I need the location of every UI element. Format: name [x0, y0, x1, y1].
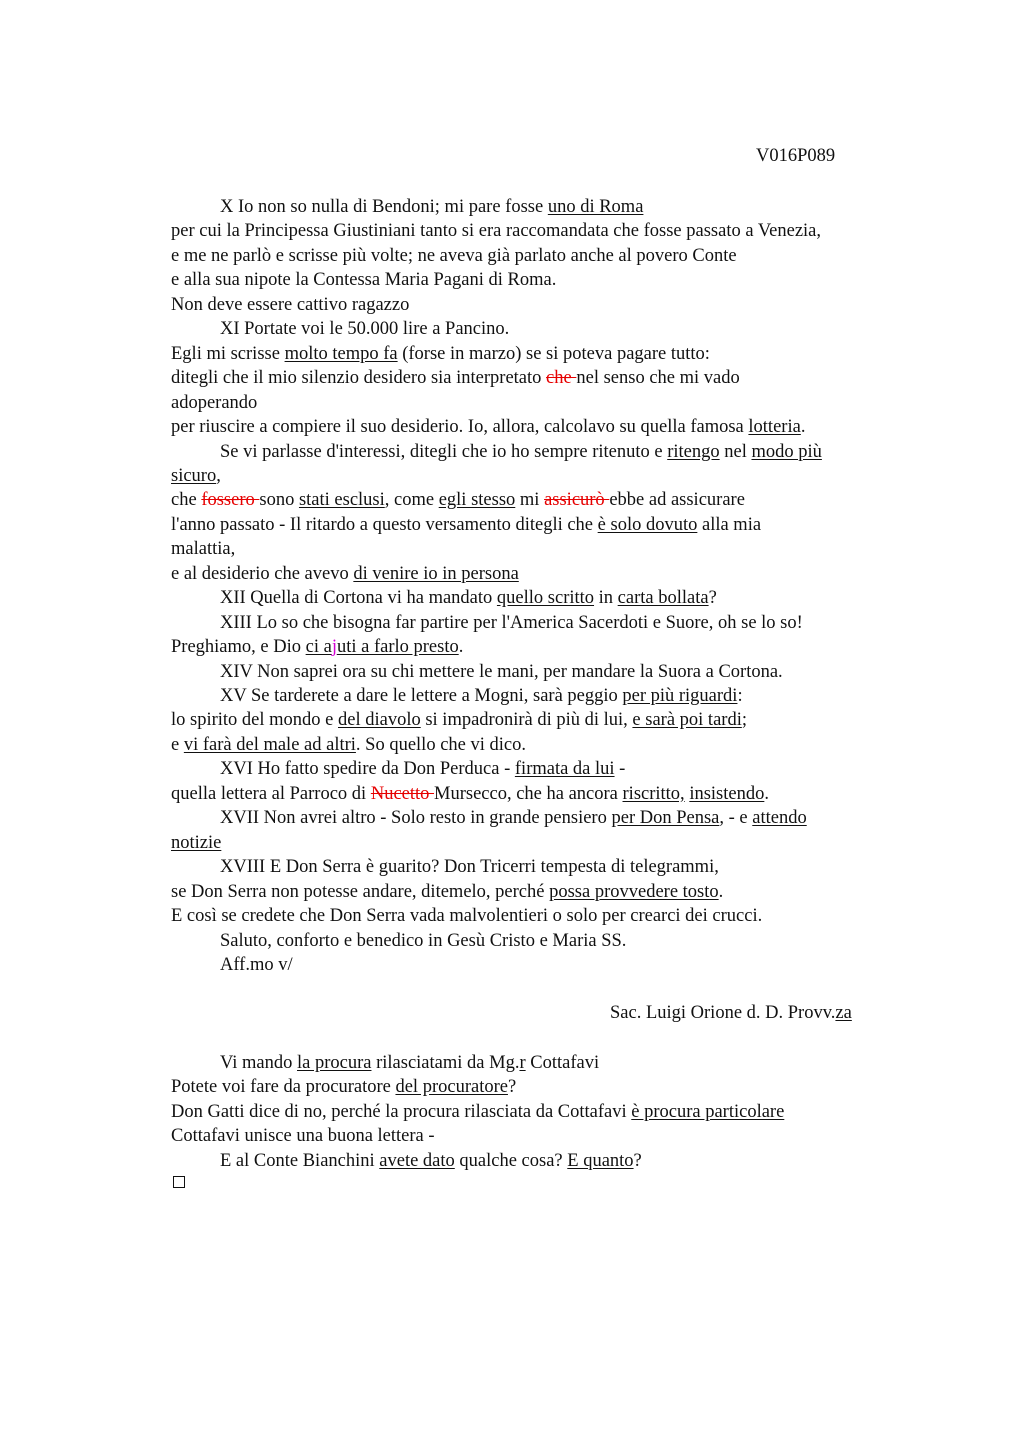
struck-text: che	[546, 368, 577, 389]
struck-text: Nucetto	[370, 783, 435, 804]
text-run: rilasciatami da Mg.	[371, 1053, 520, 1073]
text-line	[171, 391, 257, 415]
text-run: -	[614, 759, 626, 780]
text-run: Cottafavi unisce una buona lettera -	[171, 1126, 435, 1147]
underlined-text: avete dato	[379, 1150, 455, 1171]
text-run: nel senso che mi vado	[576, 368, 740, 389]
text-line	[171, 513, 761, 537]
text-run: XV Se tarderete a dare le lettere a Mogni, sarà peggio	[220, 686, 623, 706]
underlined-text: modo più	[751, 441, 822, 462]
text-line	[171, 733, 526, 757]
text-run: che	[171, 490, 202, 511]
text-run: Saluto, conforto e benedico in Gesù Cristo e Maria SS.	[220, 930, 627, 951]
underlined-text: ritengo	[667, 441, 720, 462]
text-line	[171, 219, 821, 243]
underlined-text: notizie	[171, 832, 222, 853]
underlined-text: E quanto	[567, 1150, 634, 1171]
text-run: .	[718, 881, 724, 902]
text-run: XIII Lo so che bisogna far partire per l'America Sacerdoti e Suore, oh se lo so!	[220, 612, 803, 633]
text-run: nel	[719, 441, 752, 462]
underlined-text: insistendo	[689, 783, 765, 804]
struck-text: assicurò	[544, 490, 610, 511]
text-line	[220, 586, 717, 610]
text-run: e	[171, 734, 184, 755]
underlined-text: za	[835, 1003, 852, 1023]
text-run: X Io non so nulla di Bendoni; mi pare fosse	[220, 197, 548, 217]
underlined-text: sicuro	[171, 465, 217, 486]
text-line	[171, 782, 769, 806]
underlined-text: è procura particolare	[631, 1101, 785, 1122]
text-line	[171, 342, 710, 366]
underlined-text: egli stesso	[438, 490, 516, 511]
empty-square-icon	[173, 1176, 185, 1188]
text-run: XVI Ho fatto spedire da Don Perduca -	[220, 759, 515, 780]
text-line	[220, 953, 293, 977]
text-line	[171, 488, 745, 512]
underlined-text: di venire io in persona	[353, 563, 519, 584]
text-run: ditegli che il mio silenzio desidero sia interpretato	[171, 368, 547, 389]
text-run: Egli mi scrisse	[171, 343, 285, 364]
text-line	[171, 635, 463, 659]
text-run: :	[737, 686, 743, 706]
text-line	[220, 684, 743, 708]
text-run: E così se credete che Don Serra vada malvolentieri o solo per crearci dei crucci.	[171, 906, 763, 927]
text-run: e alla sua nipote la Contessa Maria Pagani di Roma.	[171, 270, 557, 291]
text-run: Non deve essere cattivo ragazzo	[171, 294, 410, 315]
text-run: Sac. Luigi Orione d. D. Provv.	[610, 1003, 836, 1023]
underlined-text: del diavolo	[338, 710, 421, 731]
text-run: ;	[741, 710, 747, 731]
underlined-text: stati esclusi	[298, 490, 385, 511]
text-run: XVIII E Don Serra è guarito? Don Tricerri tempesta di telegrammi,	[220, 857, 719, 878]
underlined-text: uno di Roma	[547, 197, 644, 217]
text-line	[171, 1100, 784, 1124]
text-line	[220, 929, 626, 953]
text-line	[171, 537, 235, 561]
underlined-text: uti a farlo presto	[336, 637, 459, 658]
underlined-text: attendo	[752, 808, 807, 829]
text-line	[220, 1149, 642, 1173]
highlighted-text: j	[331, 637, 337, 658]
text-line	[171, 1075, 516, 1099]
text-run: lo spirito del mondo e	[171, 710, 338, 731]
text-run: XI Portate voi le 50.000 lire a Pancino.	[220, 319, 510, 340]
underlined-text: ci a	[305, 637, 332, 658]
text-run: Aff.mo v/	[220, 954, 293, 975]
text-run: (forse in marzo) se si poteva pagare tutto:	[397, 343, 710, 364]
text-line	[220, 1051, 599, 1075]
text-run: .	[458, 637, 464, 658]
underlined-text: carta bollata	[617, 588, 709, 609]
text-run: ,	[216, 465, 221, 486]
text-run: Cottafavi	[525, 1053, 600, 1073]
underlined-text: è solo dovuto	[597, 514, 698, 535]
text-run: XVII Non avrei altro - Solo resto in grande pensiero	[220, 808, 612, 829]
text-run: ?	[633, 1150, 642, 1171]
signature	[610, 1001, 852, 1025]
text-run: qualche cosa?	[454, 1150, 568, 1171]
underlined-text: per Don Pensa	[611, 808, 720, 829]
text-line	[171, 708, 747, 732]
text-line	[220, 855, 719, 879]
underlined-text: vi farà del male ad altri	[183, 734, 356, 755]
text-run: Don Gatti dice di no, perché la procura rilasciata da Cottafavi	[171, 1101, 632, 1122]
text-line	[220, 757, 625, 781]
underlined-text: per più riguardi	[622, 686, 738, 706]
text-run: .	[800, 417, 806, 438]
text-line	[171, 562, 519, 586]
text-run: se Don Serra non potesse andare, ditemelo, perché	[171, 881, 550, 902]
text-line	[171, 366, 740, 390]
text-line	[171, 831, 221, 855]
text-line	[220, 195, 643, 219]
text-line	[220, 806, 807, 830]
underlined-text: firmata da lui	[514, 759, 615, 780]
text-line	[171, 415, 805, 439]
struck-text: fossero	[201, 490, 260, 511]
text-run: mi	[515, 490, 545, 511]
underlined-text: del procuratore	[395, 1077, 508, 1098]
text-run: per riuscire a compiere il suo desiderio. Io, allora, calcolavo su quella famosa	[171, 417, 749, 438]
text-run: XII Quella di Cortona vi ha mandato	[220, 588, 497, 609]
text-run: quella lettera al Parroco di	[171, 783, 371, 804]
page-reference: V016P089	[756, 146, 836, 166]
text-line	[220, 317, 509, 341]
text-run: Mursecco, che ha ancora	[434, 783, 623, 804]
underlined-text: riscritto,	[622, 783, 685, 804]
text-line	[171, 880, 723, 904]
text-run: per cui la Principessa Giustiniani tanto si era raccomandata che fosse passato a Venezia,	[171, 221, 822, 242]
text-run: alla mia	[697, 514, 762, 535]
text-line	[171, 268, 556, 292]
underlined-text: quello scritto	[496, 588, 595, 609]
text-line	[171, 904, 762, 928]
text-run: in	[594, 588, 618, 609]
text-run: E al Conte Bianchini	[220, 1150, 380, 1171]
underlined-text: molto tempo fa	[284, 343, 398, 364]
text-run: Potete voi fare da procuratore	[171, 1077, 396, 1098]
text-run: , - e	[719, 808, 753, 829]
text-run: . So quello che vi dico.	[355, 734, 526, 755]
underlined-text: e sarà poi tardi	[632, 710, 742, 731]
text-line	[171, 464, 221, 488]
text-run: e me ne parlò e scrisse più volte; ne aveva già parlato anche al povero Conte	[171, 245, 737, 266]
text-run: XIV Non saprei ora su chi mettere le mani, per mandare la Suora a Cortona.	[220, 661, 783, 682]
text-run: Preghiamo, e Dio	[171, 637, 306, 658]
underlined-text: r	[519, 1053, 526, 1073]
text-run: ?	[507, 1077, 517, 1098]
text-run: , come	[384, 490, 439, 511]
text-run: malattia,	[171, 539, 236, 560]
text-run: l'anno passato - Il ritardo a questo versamento ditegli che	[171, 514, 598, 535]
text-line	[220, 611, 803, 635]
text-run: .	[764, 783, 769, 804]
text-run: e al desiderio che avevo	[171, 563, 354, 584]
underlined-text: la procura	[297, 1053, 372, 1073]
text-line	[171, 293, 409, 317]
text-run: sono	[259, 490, 299, 511]
text-line	[220, 660, 783, 684]
text-run: ?	[708, 588, 717, 609]
underlined-text: possa provvedere tosto	[549, 881, 719, 902]
text-line	[171, 1124, 435, 1148]
text-run: Se vi parlasse d'interessi, ditegli che io ho sempre ritenuto e	[220, 441, 668, 462]
text-run: adoperando	[171, 392, 258, 413]
text-line	[171, 244, 737, 268]
text-line	[220, 440, 822, 464]
text-run: si impadronirà di più di lui,	[420, 710, 633, 731]
text-run: Vi mando	[220, 1053, 297, 1073]
text-run: ebbe ad assicurare	[609, 490, 745, 511]
underlined-text: lotteria	[748, 417, 801, 438]
